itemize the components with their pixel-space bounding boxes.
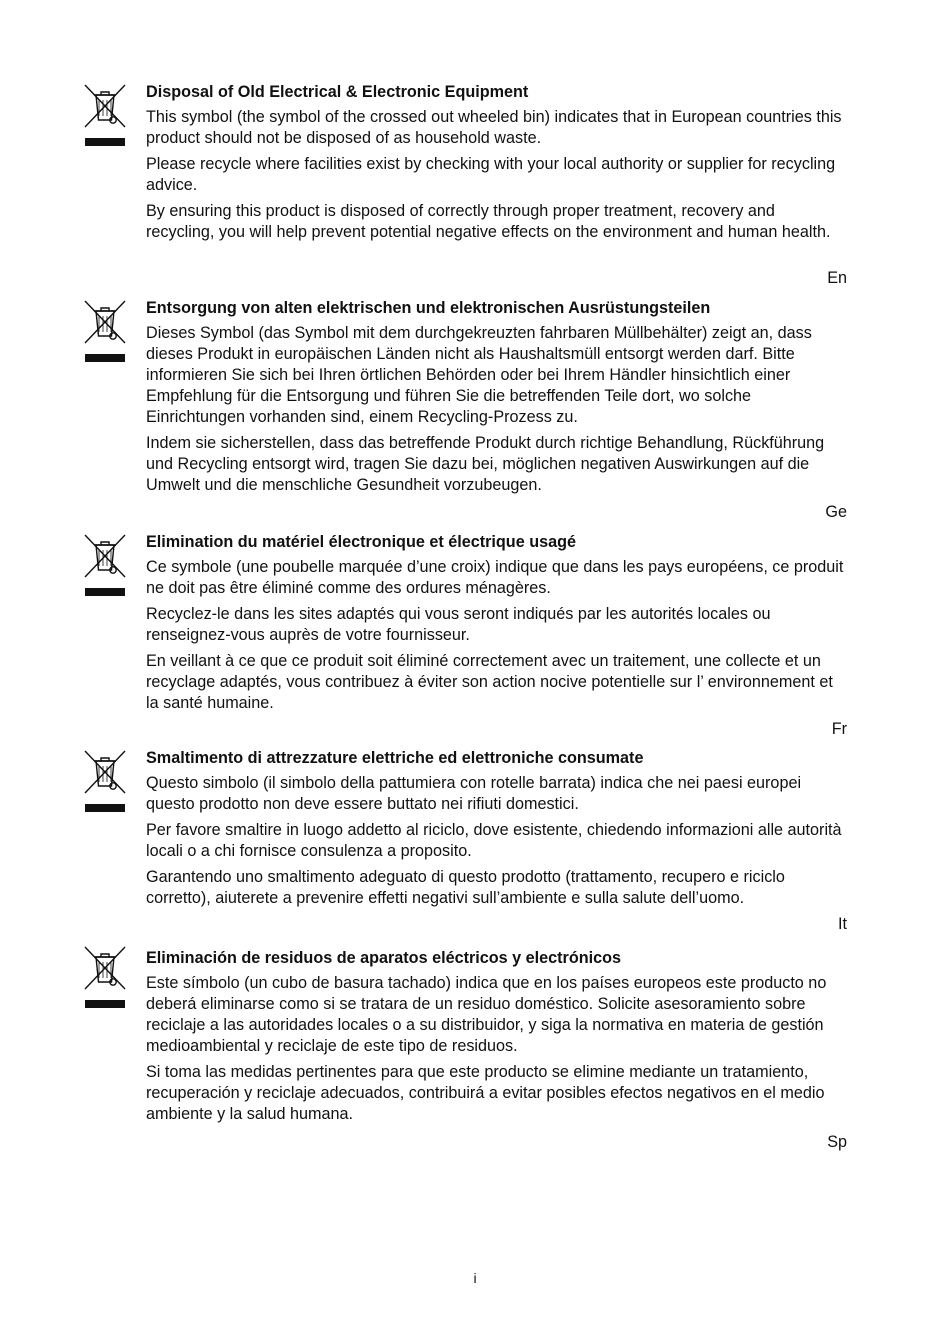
page-number: i: [473, 1270, 477, 1286]
paragraph: This symbol (the symbol of the crossed out wheeled bin) indicates that in European countries this product should not be disposed of as household waste.: [146, 108, 842, 147]
crossed-out-wheeled-bin-icon: [82, 748, 128, 796]
weee-symbol: [82, 748, 128, 812]
weee-bar: [85, 354, 125, 362]
language-code: Ge: [825, 503, 847, 521]
crossed-out-wheeled-bin-icon: [82, 298, 128, 346]
weee-bar: [85, 1000, 125, 1008]
section-text: [146, 82, 846, 248]
weee-symbol: [82, 298, 128, 362]
crossed-out-wheeled-bin-icon: [82, 944, 128, 992]
crossed-out-wheeled-bin-icon: [82, 82, 128, 130]
weee-bar: [85, 588, 125, 596]
section-text: [146, 532, 846, 719]
section-heading: Smaltimento di attrezzature elettriche ed elettroniche consumate: [146, 749, 644, 767]
paragraph: Indem sie sicherstellen, dass das betreffende Produkt durch richtige Behandlung, Rückführung und Recycling entsorgt wird, tragen Sie dazu bei, möglichen negativen Auswirkungen auf die Umwelt und die menschliche Gesundheit vorzubeugen.: [146, 434, 825, 494]
paragraph: Per favore smaltire in luogo addetto al riciclo, dove esistente, chiedendo informazioni alle autorità locali o a chi fornisce consulenza a proposito.: [146, 821, 842, 860]
paragraph: Ce symbole (une poubelle marquée d’une croix) indique que dans les pays européens, ce produit ne doit pas être éliminé comme des ordures ménagères.: [146, 558, 844, 597]
paragraph: Este símbolo (un cubo de basura tachado) indica que en los países europeos este producto no deberá eliminarse como si se tratara de un residuo doméstico. Solicite asesoramiento sobre reciclaje a las autoridades locales o a su distribuidor, y siga la normativa en materia de gestión medioambiental y reciclaje de este tipo de residuos.: [146, 974, 827, 1055]
weee-symbol: [82, 944, 128, 1008]
language-code: En: [827, 269, 847, 287]
paragraph: Recyclez-le dans les sites adaptés qui vous seront indiqués par les autorités locales ou renseignez-vous auprès de votre fournisseur.: [146, 605, 771, 644]
section-text: [146, 748, 846, 914]
paragraph: By ensuring this product is disposed of correctly through proper treatment, recovery and recycling, you will help prevent potential negative effects on the environment and human health.: [146, 202, 831, 241]
paragraph: Dieses Symbol (das Symbol mit dem durchgekreuzten fahrbaren Müllbehälter) zeigt an, dass dieses Produkt in europäischen Länden nicht als Haushaltsmüll entsorgt werden darf. Bitte informieren Sie sich bei Ihren örtlichen Behörden oder bei Ihrem Händler hinsichtlich einer Empfehlung für die Entsorgung und führen Sie die betreffenden Teile dort, wo solche Einrichtungen vorhanden sind, einem Recycling-Prozess zu.: [146, 324, 812, 426]
weee-symbol: [82, 532, 128, 596]
language-code: Sp: [827, 1133, 847, 1151]
crossed-out-wheeled-bin-icon: [82, 532, 128, 580]
section-heading: Eliminación de residuos de aparatos eléctricos y electrónicos: [146, 949, 622, 967]
paragraph: Si toma las medidas pertinentes para que este producto se elimine mediante un tratamiento, recuperación y reciclaje adecuados, contribuirá a evitar posibles efectos negativos en el medio ambiente y la salud humana.: [146, 1063, 825, 1123]
weee-bar: [85, 138, 125, 146]
section-text: [146, 298, 846, 501]
language-code: It: [838, 915, 847, 933]
paragraph: Questo simbolo (il simbolo della pattumiera con rotelle barrata) indica che nei paesi europei questo prodotto non deve essere buttato nei rifiuti domestici.: [146, 774, 802, 813]
language-code: Fr: [831, 720, 847, 738]
weee-symbol: [82, 82, 128, 146]
section-text: [146, 948, 846, 1130]
weee-bar: [85, 804, 125, 812]
paragraph: Please recycle where facilities exist by checking with your local authority or supplier for recycling advice.: [146, 155, 836, 194]
section-heading: Disposal of Old Electrical & Electronic Equipment: [146, 83, 529, 101]
paragraph: Garantendo uno smaltimento adeguato di questo prodotto (trattamento, recupero e riciclo corretto), aiuterete a prevenire effetti negativi sull’ambiente e sulla salute dell’uomo.: [146, 868, 785, 907]
section-heading: Elimination du matériel électronique et électrique usagé: [146, 533, 576, 551]
section-heading: Entsorgung von alten elektrischen und elektronischen Ausrüstungsteilen: [146, 299, 711, 317]
paragraph: En veillant à ce que ce produit soit éliminé correctement avec un traitement, une collecte et un recyclage adaptés, vous contribuez à éviter son action nocive potentielle sur l’ environnement et la santé humaine.: [146, 652, 833, 712]
